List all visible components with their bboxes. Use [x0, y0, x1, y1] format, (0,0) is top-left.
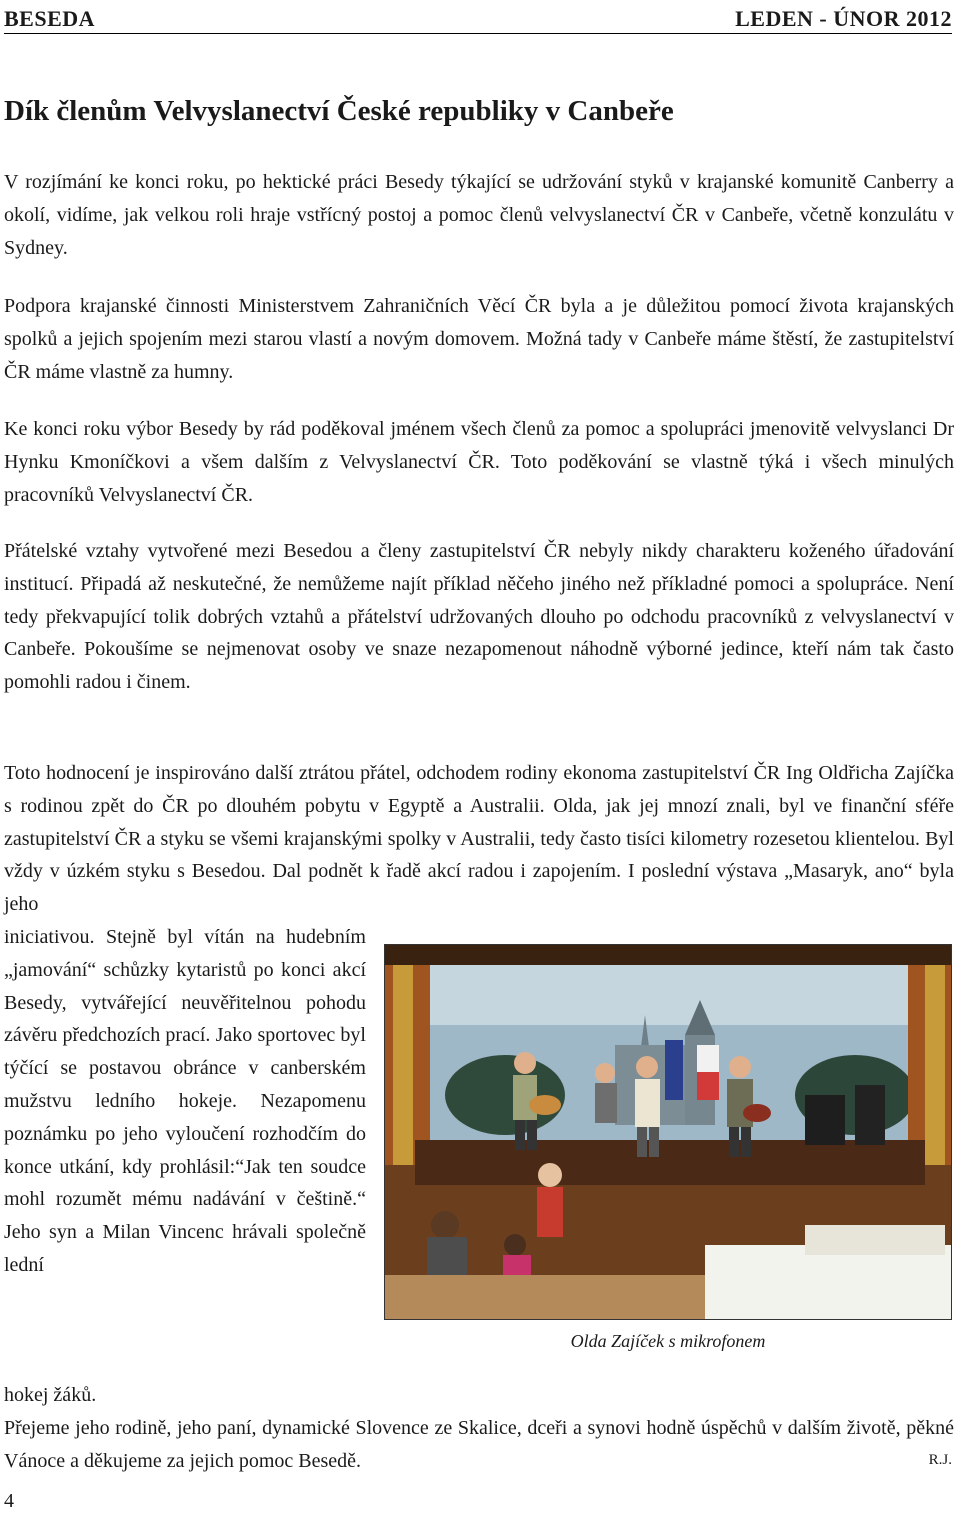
article-title: Dík členům Velvyslanectví České republiky v Canbeře	[4, 95, 674, 127]
paragraph-2: Podpora krajanské činnosti Ministerstvem Zahraničních Věcí ČR byla a je důležitou pomocí života krajanských spolků a jejich spojením mezi starou vlastí a novým domovem. Možná tady v Canbeře máme štěstí, že zastupitelství ČR máme vlastně za humny.	[4, 295, 954, 383]
paragraph-3: Ke konci roku výbor Besedy by rád poděkoval jménem všech členů za pomoc a spolupráci jmenovitě velvyslanci Dr Hynku Kmoníčkovi a všem dalším z Velvyslanectví ČR. Toto poděkování se vlastně týká i všech minulých pracovníků Velvyslanectví ČR.	[4, 418, 954, 506]
wrapped-text-column: iniciativou. Stejně byl vítán na hudebním „jamování“ schůzky kytaristů po konci akcí Besedy, vytvářející neuvěřitelnou pohodu závěru předchozích prací. Jako sportovec byl týčící se postavou obránce v canberském mužstvu ledního hokeje. Nezapomenu poznámku po jeho vyloučení rozhodčím do konce utkání, kdy prohlásil:“Jak ten soudce mohl rozumět mému nadávání v češtině.“ Jeho syn a Milan Vincenc hrávali společně lední	[4, 926, 366, 1276]
author-initials: R.J.	[928, 1452, 952, 1468]
paragraph-4: Přátelské vztahy vytvořené mezi Besedou a členy zastupitelství ČR nebyly nikdy charakteru koženého úřadování institucí. Připadá až neskutečné, že nemůžeme najít příklad něčeho jiného než příkladné pomoci a spolupráce. Není tedy překvapující tolik dobrých vztahů a přátelství udržovaných dlouho po odchodu pracovníků z velvyslanectví v Canbeře. Pokoušíme se nejmenovat osoby ve snaze nezapomenout náhodně výborné jedince, kteří nám tak často pomohli radou i činem.	[4, 540, 954, 694]
issue-date: LEDEN - ÚNOR 2012	[735, 6, 952, 31]
wrapped-text-tail: hokej žáků.	[4, 1384, 97, 1406]
concert-photo	[384, 944, 952, 1320]
final-paragraph: Přejeme jeho rodině, jeho paní, dynamické Slovence ze Skalice, dceři a synovi hodně úspěchů v dalším životě, pěkné Vánoce a děkujeme za jejich pomoc Besedě.	[4, 1417, 954, 1472]
publication-name: BESEDA	[4, 6, 96, 31]
page-header	[4, 4, 952, 34]
paragraph-1: V rozjímání ke konci roku, po hektické práci Besedy týkající se udržování styků v krajanské komunitě Canberry a okolí, vidíme, jak velkou roli hraje vstřícný postoj a pomoc členů velvyslanectví ČR v Canbeře, včetně konzulátu v Sydney.	[4, 171, 954, 259]
page-number: 4	[4, 1490, 14, 1512]
photo-caption: Olda Zajíček s mikrofonem	[570, 1331, 766, 1351]
paragraph-5: Toto hodnocení je inspirováno další ztrátou přátel, odchodem rodiny ekonoma zastupitelství ČR Ing Oldřicha Zajíčka s rodinou zpět do ČR po dlouhém pobytu v Egyptě a Australii. Olda, jak jej mnozí znali, byl ve finanční sféře zastupitelství ČR a styku se všemi krajanskými spolky v Australii, tedy často tisíci kilometry rozesetou klientelou. Byl vždy v úzkém styku s Besedou. Dal podnět k řadě akcí radou i zapojením. I poslední výstava „Masaryk, ano“ byla jeho	[4, 762, 954, 916]
